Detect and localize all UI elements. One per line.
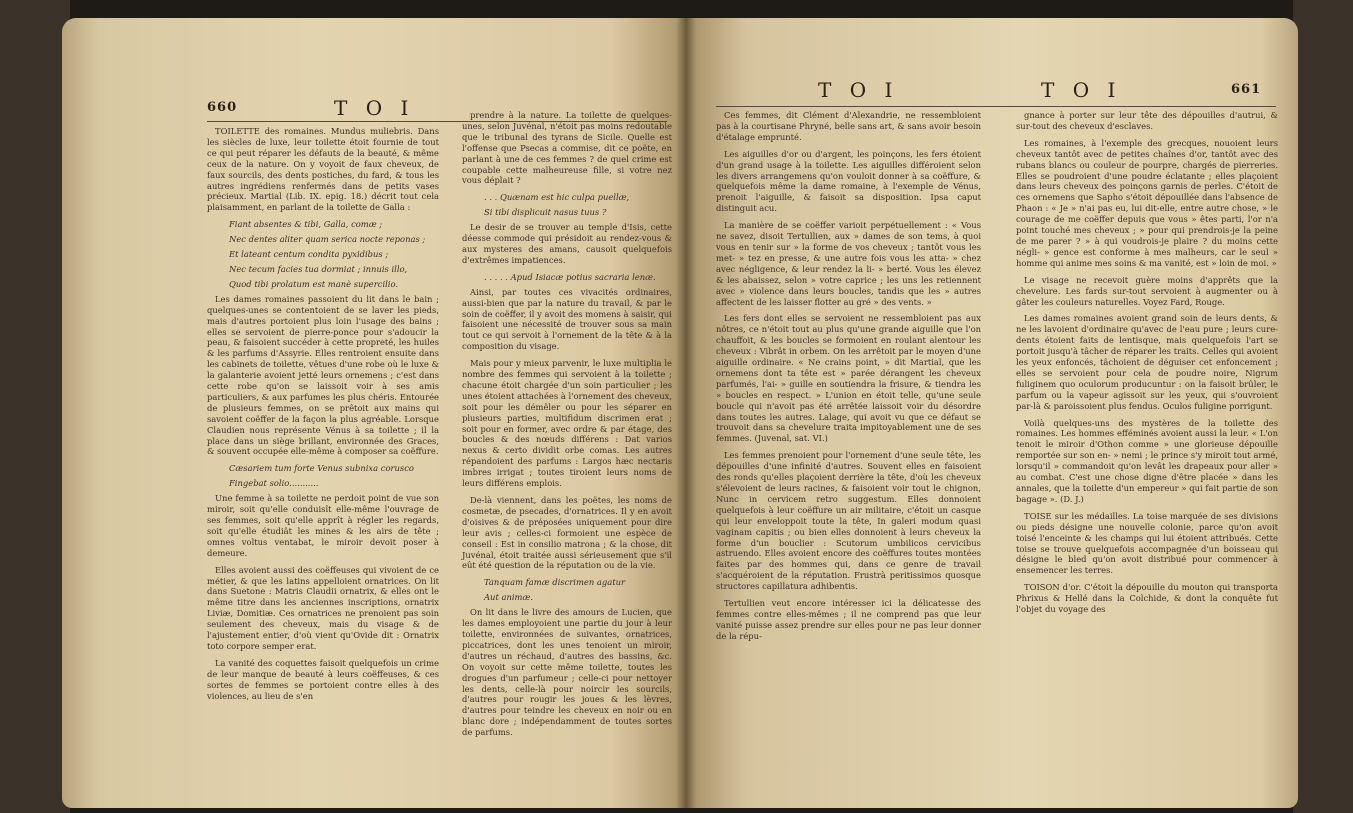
book-cover-right: [1293, 0, 1353, 813]
verse-line: Tanquam famæ discrimen agatur: [484, 577, 626, 588]
right-page-number: 661: [1231, 82, 1262, 97]
verse-line: . . . . . Apud Isiacæ potius sacraria lenæ.: [484, 271, 656, 282]
left-page-number: 660: [207, 100, 238, 115]
paragraph: La vanité des coquettes faisoit quelquefois un crime de leur manque de beauté à leurs coëffeuses, & ces sortes de femmes se portoient contre elles à des violences, au lieu de s'en: [207, 657, 439, 701]
paragraph: TOISE sur les médailles. La toise marquée de ses divisions ou pieds désigne une nouvelle colonie, parce qu'on avoit toisé l'enceinte & les champs qui lui étoient attribués. Cette toise se trouve quelquefois accompagnée d'un boisseau qui désigne le bled qu'on avoit distribué pour commencer à ensemencer les terres.: [1016, 510, 1278, 576]
paragraph: Les femmes prenoient pour l'ornement d'une seule tête, les dépouilles d'une infinité d'autres. Souvent elles en faisoient des ronds qu'elles plaçoient derrière la tête, d'où les cheveux s'élevoient de leurs racines, & faisoient voir tout le chignon, Nunc in cervicem retro suggestum. Elles donnoient quelquefois à leur coëffure un air militaire, c'étoit un casque qui leur enveloppoit toute la tête, In galeri modum quasi vaginam capitis ; ou bien elles donnoient à leurs cheveux la forme d'un bouclier : Scutorum umbilicos cervicibus astruendo. Elles avoient encore des coëffures toutes montées faites par des hommes qui, dans ce genre de travail s'acquéroient de la réputation. Frustrà peritissimos quosque structores capillatura adhibentis.: [716, 450, 981, 592]
paragraph: De-là viennent, dans les poëtes, les noms de cosmetæ, de psecades, d'ornatrices. Il y en avoit d'oisives & de préposées uniquement pour dire leur avis ; celles-ci formoient une espèce de conseil : Est in consilio matrona ; & la chose, dit Juvénal, étoit traitée aussi sérieusement que s'il eût été question de la réputation ou de la vie.: [462, 495, 672, 571]
right-column-1: [716, 110, 981, 648]
book-gutter: [676, 18, 696, 808]
paragraph: TOILETTE des romaines. Mundus muliebris. Dans les siècles de luxe, leur toilette étoit fournie de tout ce qui peut réparer les défauts de la beauté, & même ceux de la nature. On y voyoit de faux cheveux, de faux sourcils, des dents postiches, du fard, & tous les autres ingrédiens renfermés dans de petits vases précieux. Martial (Lib. IX. epig. 18.) décrit tout cela plaisamment, en parlant de la toilette de Galla :: [207, 126, 439, 213]
verse-line: Et lateant centum condita pyxidibus ;: [229, 249, 389, 260]
paragraph: Les fers dont elles se servoient ne ressembloient pas aux nôtres, ce n'étoit tout au plus qu'une grande aiguille que l'on chauffoit, & les boucles se formoient en roulant alentour les cheveux : Vibrât in orbem. On les arrêtoit par le moyen d'une aiguille ordinaire. « Ne crains point, » dit Martial, que les ornemens dont ta tête est » parée dérangent les cheveux parfumés, l'ai- » guille en soutiendra la frisure, & tiendra les » boucles en respect. » L'union en étoit telle, qu'une seule boucle qui n'avoit pas été arrêtée laissoit voir du désordre dans toutes les autres. Lalage, qui avoit vu que ce défaut se trouvoit dans sa chevelure traita impitoyablement une de ses femmes. (Juvenal, sat. VI.): [716, 313, 981, 444]
left-page: [62, 18, 686, 808]
book-cover-left: [0, 0, 70, 813]
right-running-head-1: T O I: [818, 78, 899, 102]
paragraph: Les aiguilles d'or ou d'argent, les poinçons, les fers étoient d'un grand usage à la toilette. Les aiguilles différoient selon les divers arrangemens qu'on vouloit donner à sa coëffure, & quelquefois même la dame romaine, à l'exemple de Vénus, prenoit l'aiguille, & faisoit sa disposition. Ipsa caput distinguit acu.: [716, 148, 981, 214]
paragraph: Elles avoient aussi des coëffeuses qui vivoient de ce métier, & que les latins appelloient ornatrices. On lit dans Suetone : Matris Claudii ornatrix, & elles ont le même titre dans les anciennes inscriptions, ornatrix Liviæ, Domitiæ. Ces ornatrices ne prenoient pas soin seulement des cheveux, mais du visage & de l'ajustement entier, d'où vient qu'Ovide dit : Ornatrix toto corpore semper erat.: [207, 564, 439, 651]
paragraph: TOISON d'or. C'étoit la dépouille du mouton qui transporta Phrixus & Hellé dans la Colchide, & dont la conquête fut l'objet du voyage des: [1016, 582, 1278, 615]
paragraph: gnance à porter sur leur tête des dépouilles d'autrui, & sur-tout des cheveux d'esclaves.: [1016, 110, 1278, 131]
paragraph: La manière de se coëffer varioit perpétuellement : « Vous ne savez, disoit Tertullien, aux » dames de son tems, à quoi vous en tenir sur » la forme de vos cheveux ; tantôt vous les met- » tez en presse, & une autre fois vous les atta- » chez avec négligence, & leur rendez la li- » berté. Vous les élevez & les abaissez, selon » votre caprice ; les uns les retiennent avec » violence dans leurs boucles, tandis que les » autres affectent de les laisser flotter au gré » des vents. »: [716, 220, 981, 307]
paragraph: Le desir de se trouver au temple d'Isis, cette déesse commode qui présidoit au rendez-vous & aux mysteres des amans, causoit quelquefois d'extrêmes impatiences.: [462, 222, 672, 265]
paragraph: Les dames romaines avoient grand soin de leurs dents, & ne les lavoient d'ordinaire qu'avec de l'eau pure ; leurs cure-dents étoient faits de lentisque, mais quelquefois l'art se portoit jusqu'à tâcher de réparer les traits. Celles qui avoient les yeux enfoncés, tâchoient de déguiser cet enfoncement ; elles se servoient pour cela de poudre noire, Nigrum fuliginem quo oculorum producuntur : on la faisoit brûler, le parfum ou la vapeur agissoit sur les yeux, qui s'ouvroient par-là & paroissoient plus fendus. Oculos fuligine porrigunt.: [1016, 313, 1278, 411]
right-header-rule: [716, 106, 1276, 107]
verse-line: Fingebat solio...........: [229, 478, 319, 489]
right-column-2: [1016, 110, 1278, 621]
verse-line: Nec tecum facies tua dormiat ; innuis illo,: [229, 263, 408, 274]
verse-line: Fiant absentes & tibi, Galla, comæ ;: [229, 219, 383, 230]
right-running-head-2: T O I: [1041, 78, 1122, 102]
paragraph: Ces femmes, dit Clément d'Alexandrie, ne ressembloient pas à la courtisane Phryné, belle sans art, & sans avoir besoin d'étalage emprunté.: [716, 110, 981, 142]
paragraph: Mais pour y mieux parvenir, le luxe multiplia le nombre des femmes qui servoient à la toilette ; chacune étoit chargée d'un soin particulier ; les unes étoient attachées à l'ornement des cheveux, soit pour les démêler ou pour les séparer en plusieurs parties, multifidum discrimen erat ; soit pour en former, avec ordre & par étage, des boucles & des nœuds différens : Dat varios nexus & certo dividit orbe comas. Les autres répandoient des parfums : Largos hæc nectaris imbres irrigat ; toutes tiroient leurs noms de leurs différens emplois.: [462, 358, 672, 489]
paragraph: Les romaines, à l'exemple des grecques, nouoient leurs cheveux tantôt avec de petites chaînes d'or, tantôt avec des rubans blancs ou couleur de pourpre, chargés de pierreries. Elles se poudroient d'une poudre éclatante ; elles plaçoient dans leurs cheveux des poinçons garnis de perles. C'étoit de ces ornemens que Sapho s'étoit dépouillée dans l'absence de Phaon : « Je » n'ai pas eu, lui dit-elle, entre autre chose, » le courage de me coëffer depuis que vous » êtes parti, l'or n'a point touché mes cheveux ; » pour qui prendrois-je la peine de me parer ? » à qui voudrois-je plaire ? du moins cette négli- » gence est conforme à mes malheurs, car le seul » homme qui anime mes soins & ma vanité, est » loin de moi. »: [1016, 137, 1278, 268]
paragraph: Ainsi, par toutes ces vivacités ordinaires, aussi-bien que par la nature du travail, & par le soin de coëffer, il y avoit des momens à saisir, qui faisoient une nécessité de trouver sous sa main tout ce qui servoit à l'ornement de la tête & à la composition du visage.: [462, 286, 672, 352]
verse-line: Cæsariem tum forte Venus subnixa corusco: [229, 463, 414, 474]
paragraph: Une femme à sa toilette ne perdoit point de vue son miroir, soit qu'elle conduisît elle-même l'ouvrage de ses femmes, soit qu'elle apprît à régler les regards, soit qu'elle étudiât les mines & les airs de tête ; omnes voltus ventabat, le miroir devoit poser à demeure.: [207, 493, 439, 558]
paragraph: Tertullien veut encore intéresser ici la délicatesse des femmes contre elles-mêmes ; il ne comprend pas que leur vanité puisse assez prendre sur elles pour ne pas leur donner de la répu-: [716, 598, 981, 641]
paragraph: Voilà quelques-uns des mystères de la toilette des romaines. Les hommes efféminés avoient aussi la leur. « L'on tenoit le miroir d'Othon comme » une glorieuse dépouille remportée sur son en- » nemi ; le prince s'y miroit tout armé, lorsqu'il » commandoit qu'on levât les drapeaux pour aller » au combat. C'est une chose digne d'être placée » dans les annales, que la toilette d'un empereur » qui fait partie de son bagage ». (D. J.): [1016, 417, 1278, 504]
left-running-head: T O I: [334, 96, 415, 120]
paragraph: Les dames romaines passoient du lit dans le bain ; quelques-unes se contentoient de se laver les pieds, mais d'autres portoient plus loin l'usage des bains ; elles se servoient de pierre-ponce pour s'adoucir la peau, & faisoient succéder à cette propreté, les huiles & les parfums d'Assyrie. Elles rentroient ensuite dans les cabinets de toilette, vêtues d'une robe où le luxe & la galanterie avoient jetté leurs ornemens ; c'est dans cette robe qu'on se laissoit voir à ses amis particuliers, & aux parfumes les plus chéris. Entourée de plusieurs femmes, on se prêtoit aux mains qui savoient coëffer de la façon la plus agréable. Lorsque Claudien nous représente Vénus à sa toilette ; il la place dans un siège brillant, environnée des Graces, & souvent occupée elle-même à composer sa coëffure.: [207, 293, 439, 457]
left-column-2: [462, 110, 672, 744]
verse-line: Quod tibi prolatum est manè supercilio.: [229, 278, 399, 289]
paragraph: On lit dans le livre des amours de Lucien, que les dames employoient une partie du jour à leur toilette, environnées de suivantes, ornatrices, piccatrices, dont les unes tenoient un miroir, d'autres un réchaud, d'autres des bassins, &c. On voyoit sur cette même toilette, toutes les drogues d'un parfumeur ; celle-ci pour nettoyer les dents, celle-là pour noircir les sourcils, d'autres pour rougir les joues & les lèvres, d'autres pour teindre les cheveux en noir ou en blanc dore ; indépendamment de toutes sortes de parfums.: [462, 607, 672, 738]
verse-line: Nec dentes aliter quam serica nocte reponas ;: [229, 234, 426, 245]
paragraph: prendre à la nature. La toilette de quelques-unes, selon Juvénal, n'étoit pas moins redoutable que le tribunal des tyrans de Sicile. Quelle est l'offense que Psecas a commise, dit ce poëte, en parlant à une de ces femmes ? de quel crime est coupable cette malheureuse fille, si votre nez vous déplait ?: [462, 110, 672, 186]
verse-line: Aut animæ.: [484, 592, 534, 603]
verse-line: . . . Quænam est hic culpa puellæ,: [484, 192, 630, 203]
verse-line: Si tibi displicuit nasus tuus ?: [484, 207, 607, 218]
right-page: [686, 18, 1298, 808]
paragraph: Le visage ne recevoit guère moins d'apprêts que la chevelure. Les fards sur-tout servoient à augmenter ou à gâter les couleurs naturelles. Voyez Fard, Rouge.: [1016, 274, 1278, 307]
left-column-1: [207, 126, 439, 708]
